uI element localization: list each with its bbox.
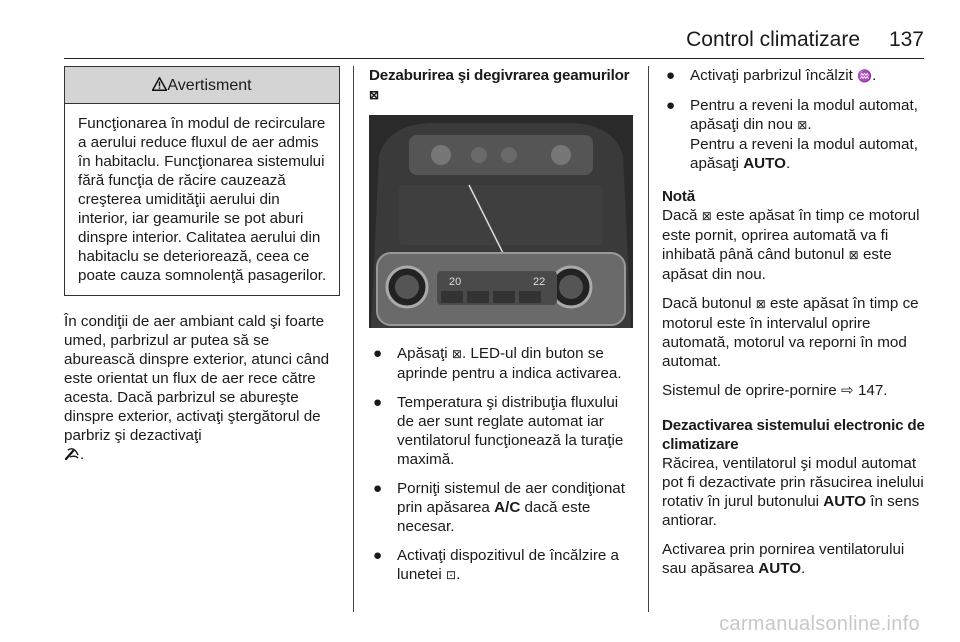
list-item-text: . LED-ul din buton se aprinde pentru a indica activarea. xyxy=(397,345,622,382)
bullet: ● xyxy=(373,345,383,362)
windscreen-defrost-icon: ⊠ xyxy=(451,347,462,361)
list-item-text: Temperatura şi distribuţia fluxului de aer sunt reglate automat iar ventilatorul funcţionează la turaţie maximă. xyxy=(397,394,624,468)
list-item xyxy=(662,66,930,86)
list-item xyxy=(662,96,930,173)
list-item-text: Pentru a reveni la modul automat, apăsaţi xyxy=(690,136,918,172)
section-heading-text: Dezaburirea şi degivrarea geamurilor xyxy=(369,67,630,84)
watermark: carmanualsonline.info xyxy=(719,613,920,635)
climate-panel-illustration xyxy=(369,115,633,328)
list-item xyxy=(369,344,635,383)
list-item-text: Apăsaţi xyxy=(397,345,448,362)
list-item-text: Pentru a reveni la modul automat, apăsaţi din nou xyxy=(690,97,918,133)
cross-reference xyxy=(662,381,930,400)
rear-wiper-icon xyxy=(64,447,80,461)
list-item-text: Porniţi sistemul de aer condiţionat prin apăsarea xyxy=(397,480,625,516)
photo-temp-right: 22 xyxy=(533,276,546,288)
paragraph xyxy=(662,454,930,530)
note-text: este apăsat în timp ce motorul este în intervalul oprire automată, motorul va reporni în mod automat. xyxy=(662,295,919,370)
photo-temp-left: 20 xyxy=(449,276,462,288)
section-heading: Dezactivarea sistemului electronic de climatizare xyxy=(662,417,925,453)
page-reference-arrow-icon: ⇨ xyxy=(840,382,854,399)
paragraph xyxy=(64,312,340,464)
header-rule xyxy=(64,58,924,59)
note-title: Notă xyxy=(662,188,695,205)
list-item-text: Activaţi parbrizul încălzit xyxy=(690,67,853,84)
list-item-text: Activaţi dispozitivul de încălzire a lunetei xyxy=(397,547,620,583)
warning-box xyxy=(64,66,340,296)
paragraph-text: Activarea prin pornirea ventilatorului sau apăsarea xyxy=(662,541,905,577)
list-item-text: dacă este necesar. xyxy=(397,499,591,535)
auto-label: AUTO xyxy=(823,493,867,510)
punctuation: . xyxy=(872,67,877,84)
auto-label: AUTO xyxy=(758,560,802,577)
page-number: 137 xyxy=(888,28,924,51)
cross-reference-text: Sistemul de oprire-pornire xyxy=(662,382,837,399)
punctuation: . xyxy=(80,446,85,463)
column-2 xyxy=(369,66,635,585)
page-reference-link[interactable]: 147. xyxy=(857,382,888,399)
punctuation: . xyxy=(801,560,806,577)
warning-title: Avertisment xyxy=(167,77,252,94)
warning-triangle-icon xyxy=(152,77,167,91)
bullet: ● xyxy=(373,394,383,411)
paragraph-text: în sens antiorar. xyxy=(662,493,920,529)
column-divider xyxy=(353,66,354,612)
note-paragraph xyxy=(662,206,930,284)
column-1 xyxy=(64,66,340,464)
ac-label: A/C xyxy=(494,499,521,516)
note-text: Dacă butonul xyxy=(662,295,752,312)
column-3 xyxy=(662,66,930,578)
note-paragraph xyxy=(662,294,930,371)
column-divider xyxy=(648,66,649,612)
rear-window-heating-icon: ⊡ xyxy=(446,568,457,582)
bullet: ● xyxy=(666,97,676,114)
punctuation: . xyxy=(807,116,812,133)
climate-panel-photo xyxy=(369,115,633,328)
punctuation: . xyxy=(785,155,791,172)
page-header xyxy=(0,28,960,54)
bullet: ● xyxy=(666,67,676,84)
windscreen-defrost-icon: ⊠ xyxy=(755,297,766,311)
windscreen-defrost-icon: ⊠ xyxy=(369,88,379,102)
paragraph xyxy=(662,540,930,578)
page-title: Control climatizare xyxy=(686,28,860,51)
note-text: este apăsat în timp ce motorul este pornit, oprirea automată va fi inhibată până când butonul xyxy=(662,207,920,263)
list-item xyxy=(369,479,635,536)
paragraph-text: În condiţii de aer ambiant cald şi foarte umed, parbrizul ar putea să se aburească dinspre exterior, atunci când este orientat un flux de aer rece către acesta. Dacă parbrizul se abureşte dinspre exterior, activaţi ştergătorul de parbriz şi dezactivaţi xyxy=(64,313,330,444)
list-item xyxy=(369,393,635,469)
bullet: ● xyxy=(373,480,383,497)
note-text: Dacă xyxy=(662,207,698,224)
windscreen-defrost-icon: ⊠ xyxy=(701,209,712,223)
note-text: este apăsat din nou. xyxy=(662,246,892,283)
section-heading xyxy=(369,66,635,105)
bullet: ● xyxy=(373,547,383,564)
warning-text: Funcţionarea în modul de recirculare a aerului reduce fluxul de aer admis în habitaclu. Funcţionarea sistemului fără funcţia de răcire cauzează creşterea umidităţii aerului din interior, iar geamurile se pot aburi dinspre interior. Calitatea aerului din habitaclu se deteriorează, ceea ce poate cauza somnolenţă pasagerilor. xyxy=(78,115,327,284)
punctuation: . xyxy=(456,566,461,583)
windscreen-defrost-icon: ⊠ xyxy=(848,248,859,262)
paragraph-text: Răcirea, ventilatorul şi modul automat pot fi dezactivate prin răsucirea inelului rotativ în jurul butonului xyxy=(662,455,924,510)
heated-windscreen-icon: ♒ xyxy=(857,69,873,83)
warning-header xyxy=(65,67,339,104)
windscreen-defrost-icon: ⊠ xyxy=(797,118,808,132)
list-item xyxy=(369,546,635,585)
auto-label: AUTO xyxy=(743,155,786,172)
